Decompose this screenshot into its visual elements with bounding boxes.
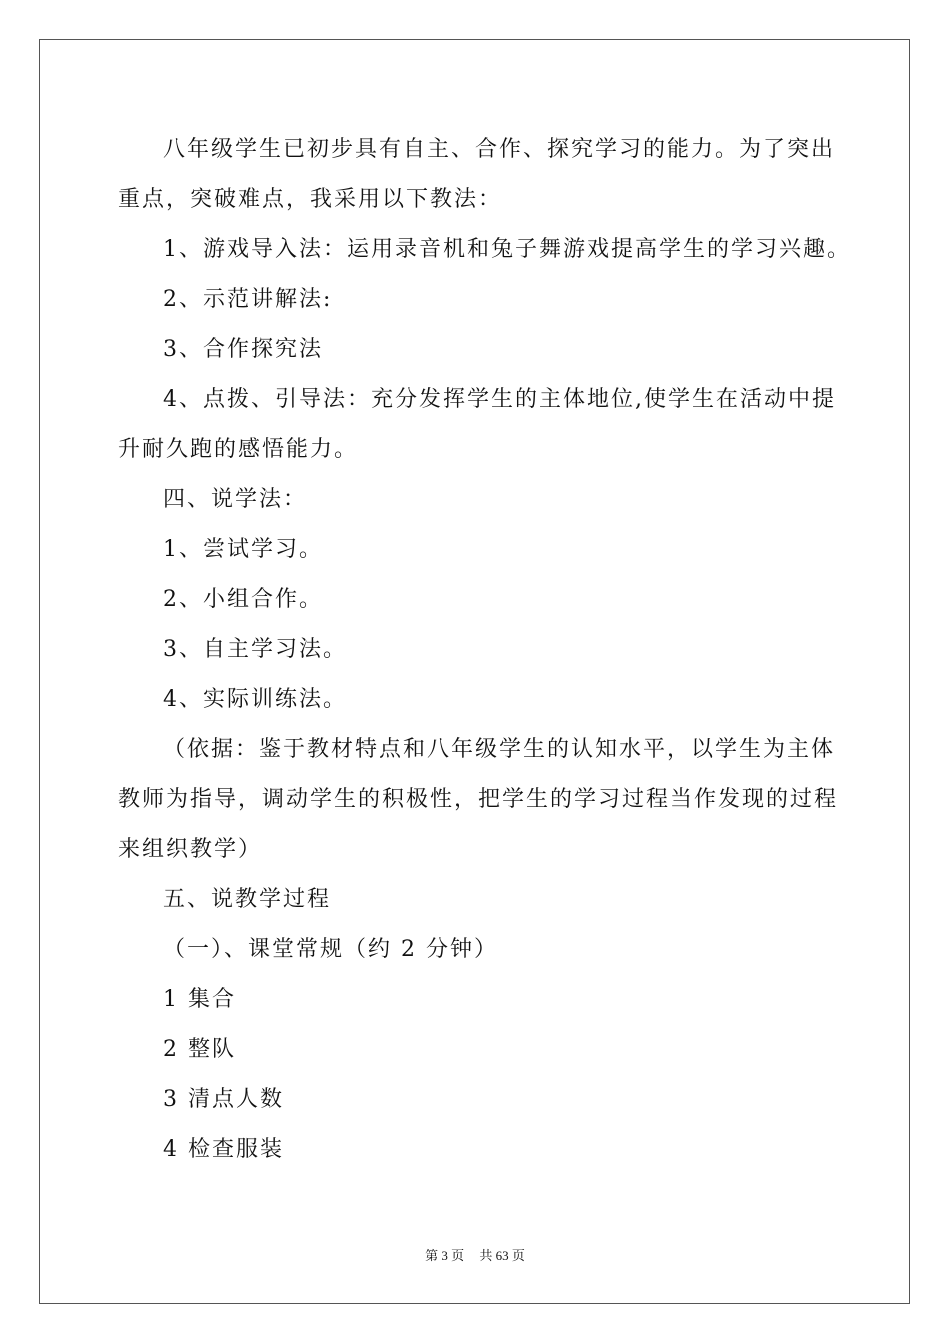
list-item: 4 检查服装 — [163, 1137, 284, 1162]
list-item: 3、自主学习法。 — [163, 637, 347, 662]
subsection-heading: （一）、课堂常规（约 2 分钟） — [163, 937, 498, 962]
list-item: 2、小组合作。 — [163, 587, 323, 612]
page-footer — [0, 1247, 950, 1265]
paragraph-line: 来组织教学） — [118, 837, 263, 862]
list-item: 1 集合 — [163, 987, 236, 1012]
paragraph-line: 教师为指导，调动学生的积极性，把学生的学习过程当作发现的过程 — [118, 787, 839, 812]
paragraph-line: 八年级学生已初步具有自主、合作、探究学习的能力。为了突出 — [163, 137, 836, 162]
section-heading: 四、说学法： — [163, 487, 308, 512]
list-item: 3 清点人数 — [163, 1087, 284, 1112]
list-item: 2 整队 — [163, 1037, 236, 1062]
section-heading: 五、说教学过程 — [163, 887, 332, 912]
page-number: 第 3 页 — [425, 1248, 465, 1263]
paragraph-line: 3、合作探究法 — [163, 337, 323, 362]
total-pages: 共 63 页 — [479, 1248, 525, 1263]
paragraph-line: （依据：鉴于教材特点和八年级学生的认知水平，以学生为主体 — [163, 737, 836, 762]
list-item: 1、尝试学习。 — [163, 537, 323, 562]
paragraph-line: 4、点拨、引导法：充分发挥学生的主体地位,使学生在活动中提 — [163, 387, 836, 412]
paragraph-line: 1、游戏导入法：运用录音机和兔子舞游戏提高学生的学习兴趣。 — [163, 237, 851, 262]
list-item: 4、实际训练法。 — [163, 687, 347, 712]
paragraph-line: 重点，突破难点，我采用以下教法： — [118, 187, 503, 212]
paragraph-line: 升耐久跑的感悟能力。 — [118, 437, 359, 462]
paragraph-line: 2、示范讲解法: — [163, 287, 333, 312]
